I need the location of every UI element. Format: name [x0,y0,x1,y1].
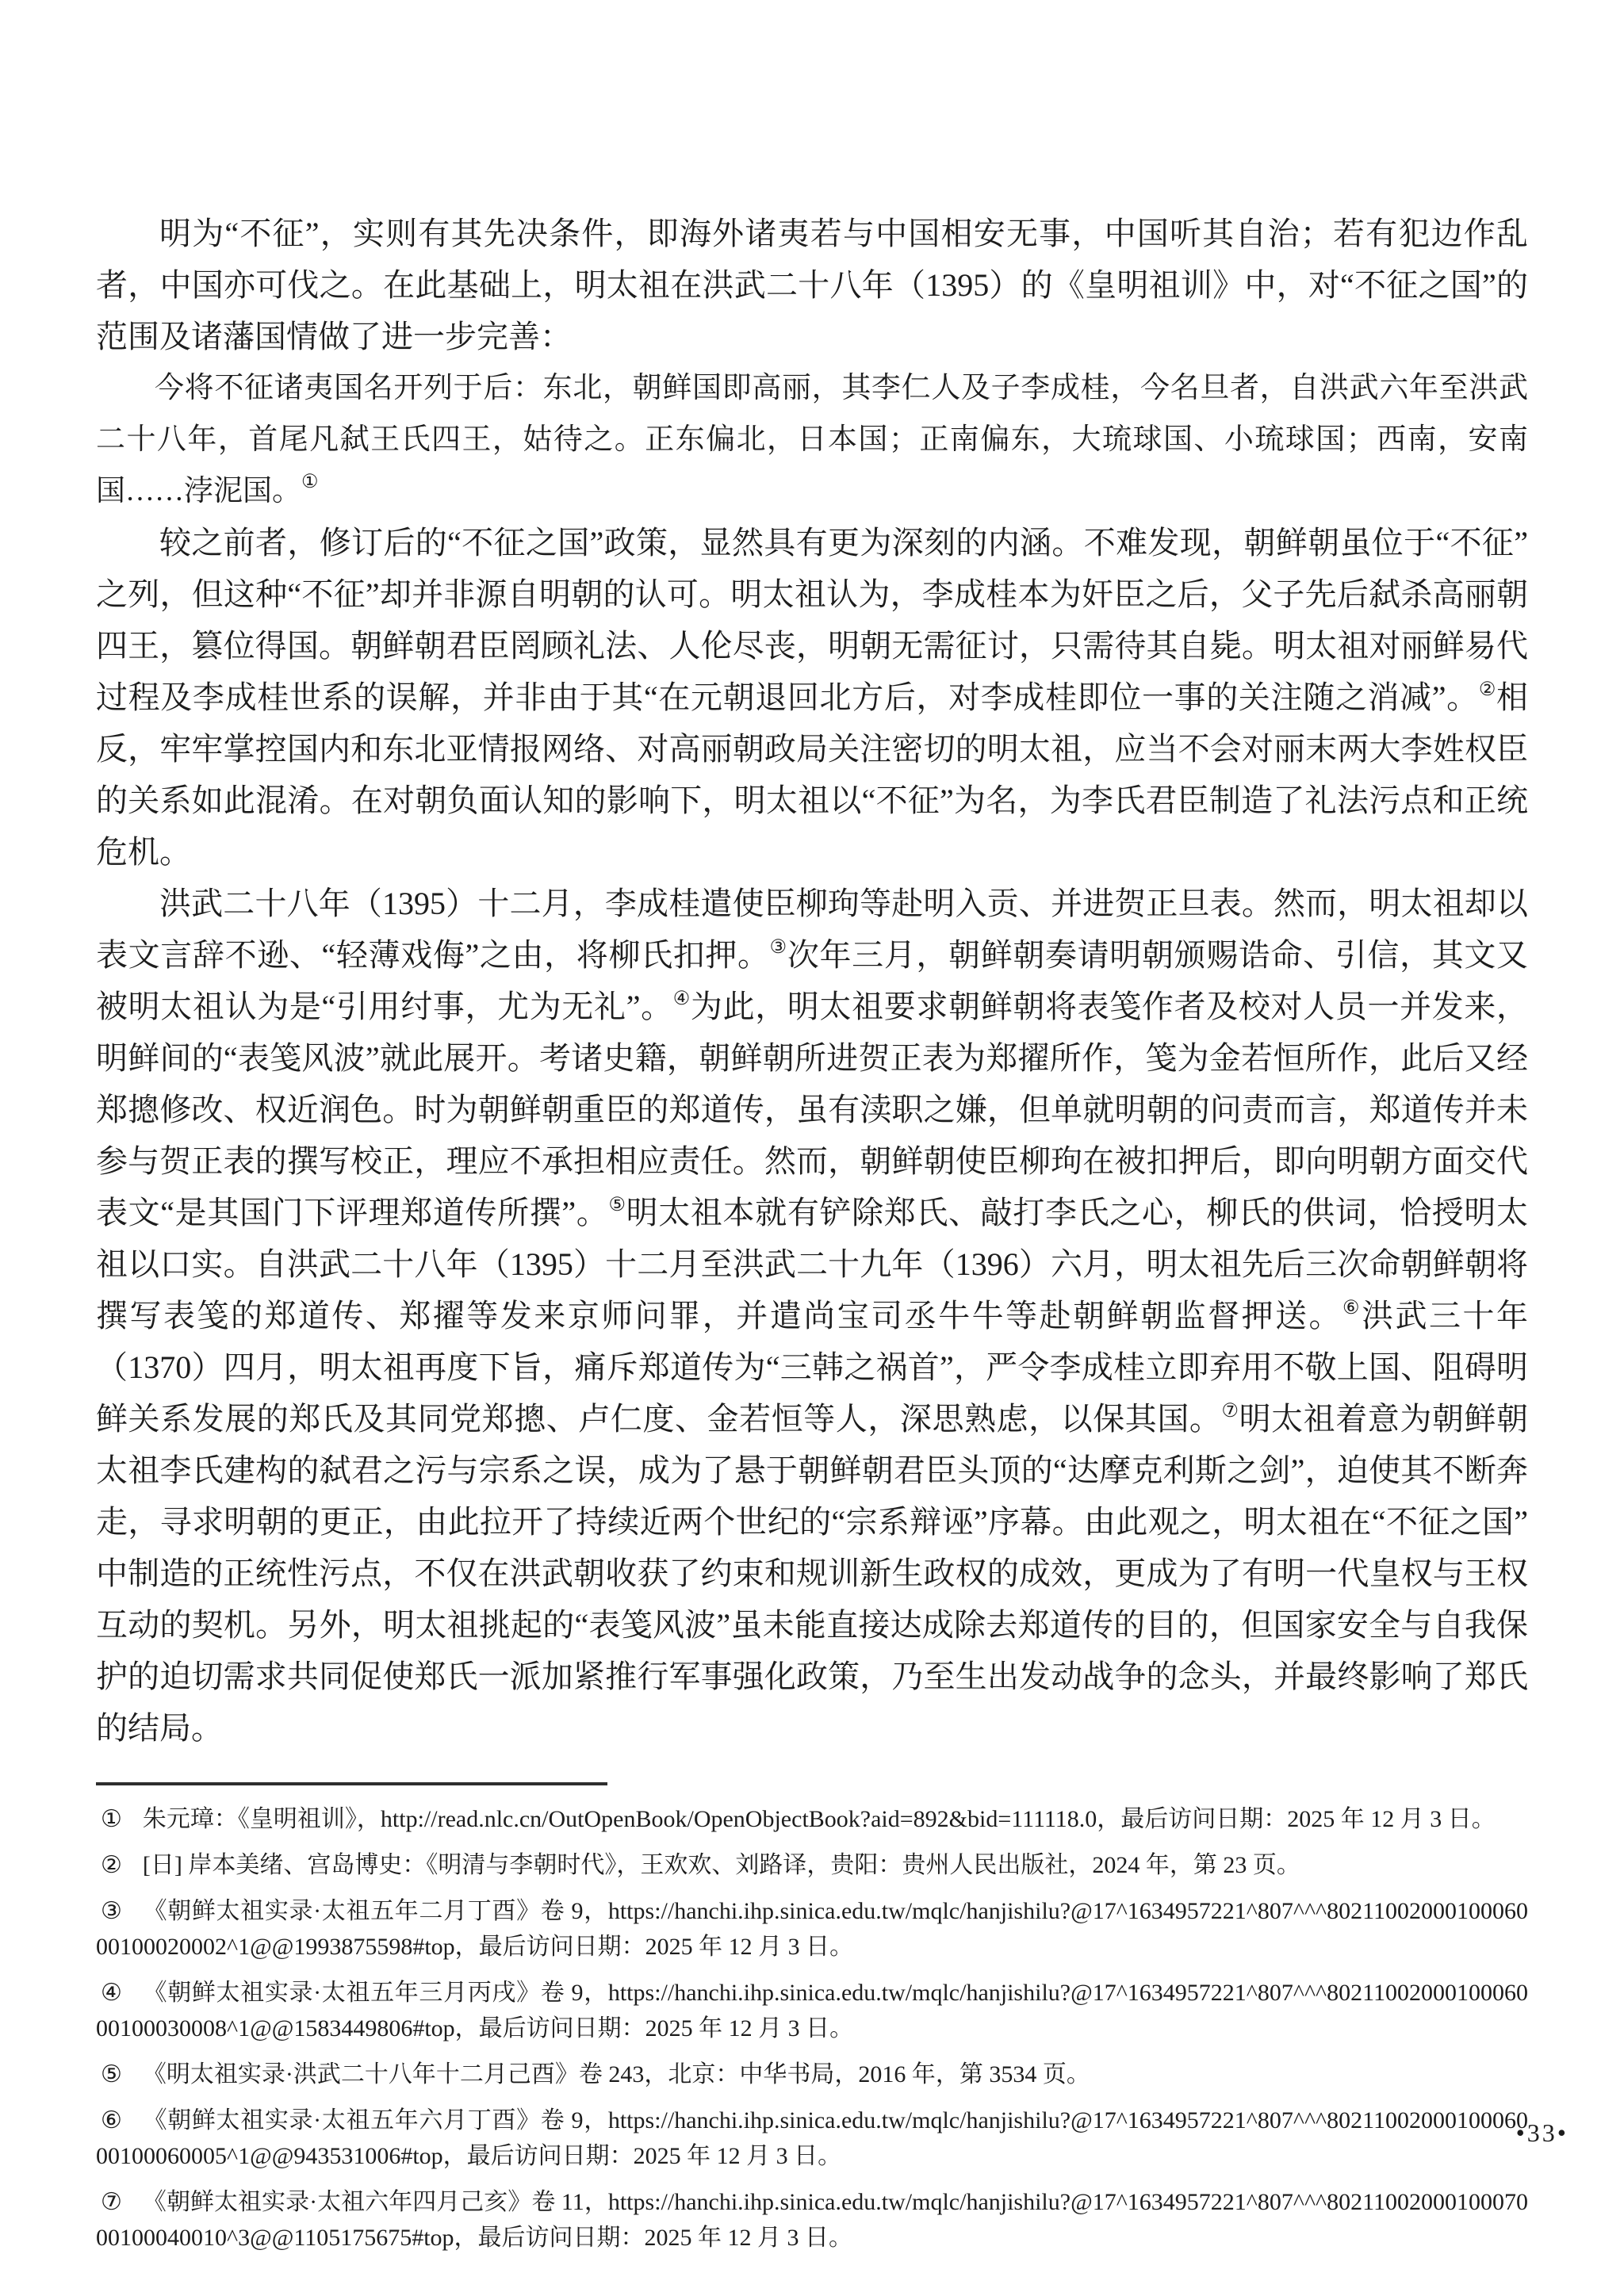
paragraph-3: 洪武二十八年（1395）十二月，李成桂遣使臣柳玽等赴明入贡、并进贺正旦表。然而，明太祖却以表文言辞不逊、“轻薄戏侮”之由，将柳氏扣押。③次年三月，朝鲜朝奏请明朝颁赐诰命、引信，其文又被明太祖认为是“引用纣事，尤为无礼”。④为此，明太祖要求朝鲜朝将表笺作者及校对人员一并发来，明鲜间的“表笺风波”就此展开。考诸史籍，朝鲜朝所进贺正表为郑擢所作，笺为金若恒所作，此后又经郑摠修改、权近润色。时为朝鲜朝重臣的郑道传，虽有渎职之嫌，但单就明朝的问责而言，郑道传并未参与贺正表的撰写校正，理应不承担相应责任。然而，朝鲜朝使臣柳玽在被扣押后，即向明朝方面交代表文“是其国门下评理郑道传所撰”。⑤明太祖本就有铲除郑氏、敲打李氏之心，柳氏的供词，恰授明太祖以口实。自洪武二十八年（1395）十二月至洪武二十九年（1396）六月，明太祖先后三次命朝鲜朝将撰写表笺的郑道传、郑擢等发来京师问罪，并遣尚宝司丞牛牛等赴朝鲜朝监督押送。⑥洪武三十年（1370）四月，明太祖再度下旨，痛斥郑道传为“三韩之祸首”，严令李成桂立即弃用不敬上国、阻碍明鲜关系发展的郑氏及其同党郑摠、卢仁度、金若恒等人，深思熟虑，以保其国。⑦明太祖着意为朝鲜朝太祖李氏建构的弑君之污与宗系之误，成为了悬于朝鲜朝君臣头顶的“达摩克利斯之剑”，迫使其不断奔走，寻求明朝的更正，由此拉开了持续近两个世纪的“宗系辩诬”序幕。由此观之，明太祖在“不征之国”中制造的正统性污点，不仅在洪武朝收获了约束和规训新生政权的成效，更成为了有明一代皇权与王权互动的契机。另外，明太祖挑起的“表笺风波”虽未能直接达成除去郑道传的目的，但国家安全与自我保护的迫切需求共同促使郑氏一派加紧推行军事强化政策，乃至生出发动战争的念头，并最终影响了郑氏的结局。 [96,886,1529,1746]
footnote-entry [96,1893,1528,1965]
footnote-entry [96,2184,1528,2256]
footnote-text: 《朝鲜太祖实录·太祖五年三月丙戌》卷 9，https://hanchi.ihp.sinica.edu.tw/mqlc/hanjishilu?@17^1634957221^807^^^8021100200010006000100030008^1@@1583449806#top，最后访问日期：2025 年 12 月 3 日。 [96,1980,1528,2042]
footnote-entry [96,2103,1528,2174]
body-text [96,0,1528,1754]
footnote-text: 《朝鲜太祖实录·太祖五年六月丁酉》卷 9，https://hanchi.ihp.sinica.edu.tw/mqlc/hanjishilu?@17^1634957221^807^^^8021100200010006000100060005^1@@943531006#top，最后访问日期：2025 年 12 月 3 日。 [96,2107,1528,2169]
page-number: •33• [1515,2118,1568,2147]
footnote-text: 《朝鲜太祖实录·太祖五年二月丁酉》卷 9，https://hanchi.ihp.sinica.edu.tw/mqlc/hanjishilu?@17^1634957221^807^^^8021100200010006000100020002^1@@1993875598#top，最后访问日期：2025 年 12 月 3 日。 [96,1898,1528,1960]
footnote-entry [96,2057,1528,2092]
paragraph-1: 明为“不征”，实则有其先决条件，即海外诸夷若与中国相安无事，中国听其自治；若有犯边作乱者，中国亦可伐之。在此基础上，明太祖在洪武二十八年（1395）的《皇明祖训》中，对“不征之国”的范围及诸藩国情做了进一步完善： [96,216,1528,354]
footnote-number: ⑦ [101,2189,122,2215]
footnote-number: ③ [101,1898,122,1924]
footnote-entry [96,1801,1528,1837]
footnote-number: ⑥ [101,2107,122,2133]
footnote-separator [96,1782,607,1785]
footnote-text: 《明太祖实录·洪武二十八年十二月己酉》卷 243，北京：中华书局，2016 年，第 3534 页。 [142,2061,1090,2087]
footnote-entry [96,1847,1528,1883]
footnote-text: 朱元璋：《皇明祖训》，http://read.nlc.cn/OutOpenBook/OpenObjectBook?aid=892&bid=111118.0，最后访问日期：2025 年 12 月 3 日。 [142,1806,1496,1832]
footnote-number: ① [101,1806,122,1832]
footnote-text: 《朝鲜太祖实录·太祖六年四月己亥》卷 11，https://hanchi.ihp.sinica.edu.tw/mqlc/hanjishilu?@17^1634957221^807^^^8021100200010007000100040010^3@@1105175675#top，最后访问日期：2025 年 12 月 3 日。 [96,2189,1528,2251]
footnote-number: ⑤ [101,2061,122,2087]
footnote-text: [日] 岸本美绪、宫岛博史：《明清与李朝时代》，王欢欢、刘路译，贵阳：贵州人民出版社，2024 年，第 23 页。 [142,1852,1300,1878]
footnote-number: ② [101,1852,122,1878]
footnotes [96,1801,1528,2256]
footnote-number: ④ [101,1980,122,2006]
paragraph-2: 较之前者，修订后的“不征之国”政策，显然具有更为深刻的内涵。不难发现，朝鲜朝虽位于“不征”之列，但这种“不征”却并非源自明朝的认可。明太祖认为，李成桂本为奸臣之后，父子先后弑杀高丽朝四王，篡位得国。朝鲜朝君臣罔顾礼法、人伦尽丧，明朝无需征讨，只需待其自毙。明太祖对丽鲜易代过程及李成桂世系的误解，并非由于其“在元朝退回北方后，对李成桂即位一事的关注随之消减”。②相反，牢牢掌控国内和东北亚情报网络、对高丽朝政局关注密切的明太祖，应当不会对丽末两大李姓权臣的关系如此混淆。在对朝负面认知的影响下，明太祖以“不征”为名，为李氏君臣制造了礼法污点和正统危机。 [96,525,1529,870]
block-quote: 今将不征诸夷国名开列于后：东北，朝鲜国即高丽，其李仁人及子李成桂，今名旦者，自洪武六年至洪武二十八年，首尾凡弑王氏四王，姑待之。正东偏北，日本国；正南偏东，大琉球国、小琉球国；西南，安南国……浡泥国。① [96,372,1528,507]
footnote-entry [96,1975,1528,2046]
